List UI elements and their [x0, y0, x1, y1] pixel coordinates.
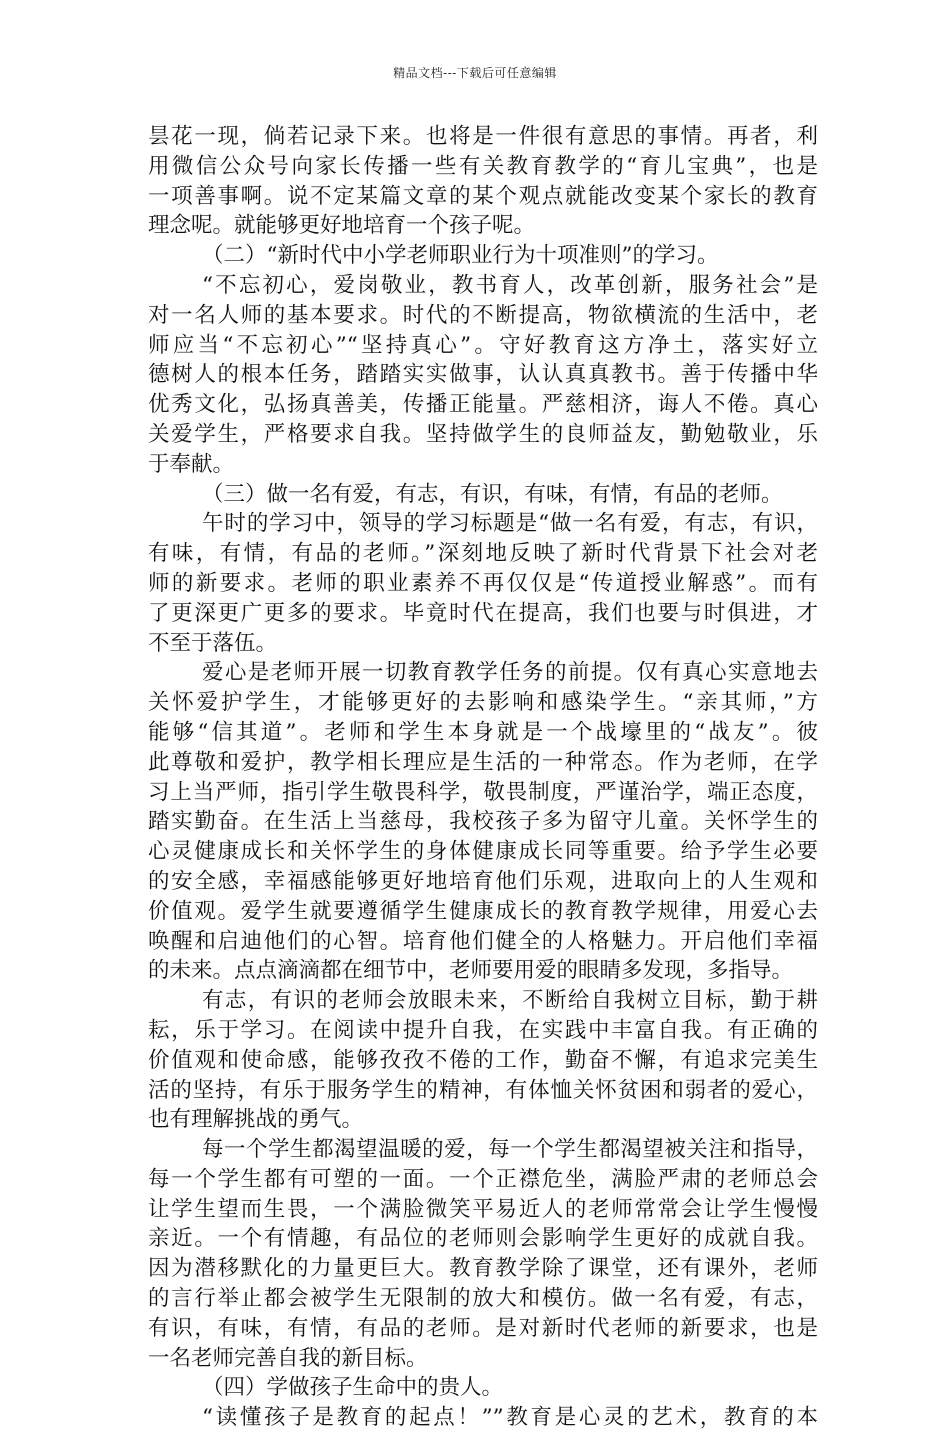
text-line: 师的新要求。老师的职业素养不再仅仅是“传道授业解惑”。而有: [148, 570, 818, 596]
text-line: 有志，有识的老师会放眼未来，不断给自我树立目标，勤于耕: [202, 988, 818, 1014]
text-line: 一项善事啊。说不定某篇文章的某个观点就能改变某个家长的教育: [148, 183, 818, 209]
text-line: 活的坚持，有乐于服务学生的精神，有体恤关怀贫困和弱者的爱心，: [148, 1077, 818, 1103]
text-line: 理念呢。就能够更好地培育一个孩子呢。: [148, 213, 536, 239]
text-line: 昙花一现，倘若记录下来。也将是一件很有意思的事情。再者，利: [148, 124, 818, 149]
text-line: 亲近。一个有情趣，有品位的老师则会影响学生更好的成就自我。: [148, 1226, 818, 1252]
text-line: 有识，有味，有情，有品的老师。是对新时代老师的新要求，也是: [148, 1315, 818, 1341]
text-line: 唤醒和启迪他们的心智。培育他们健全的人格魅力。开启他们幸福: [148, 928, 818, 954]
text-line: 用微信公众号向家长传播一些有关教育教学的“育儿宝典”，也是: [148, 153, 818, 179]
text-line: 习上当严师，指引学生敬畏科学，敬畏制度，严谨治学，端正态度，: [148, 779, 818, 805]
text-line: 的未来。点点滴滴都在细节中，老师要用爱的眼睛多发现，多指导。: [148, 958, 794, 984]
text-line: 对一名人师的基本要求。时代的不断提高，物欲横流的生活中，老: [148, 302, 818, 328]
text-line: 此尊敬和爱护，教学相长理应是生活的一种常态。作为老师，在学: [148, 749, 818, 775]
text-line: 心灵健康成长和关怀学生的身体健康成长同等重要。给予学生必要: [148, 839, 818, 865]
text-line: 了更深更广更多的要求。毕竟时代在提高，我们也要与时俱进，才: [148, 600, 818, 626]
text-line: 一名老师完善自我的新目标。: [148, 1345, 428, 1371]
text-line: 不至于落伍。: [148, 630, 278, 656]
text-line: 关爱学生，严格要求自我。坚持做学生的良师益友，勤勉敬业，乐: [148, 421, 818, 447]
text-line: 的言行举止都会被学生无限制的放大和模仿。做一名有爱，有志，: [148, 1286, 818, 1312]
text-line: “读懂孩子是教育的起点！””教育是心灵的艺术，教育的本: [202, 1405, 818, 1431]
text-line: “不忘初心，爱岗敬业，教书育人，改革创新，服务社会”是: [202, 272, 818, 298]
text-line: （二）“新时代中小学老师职业行为十项准则”的学习。: [202, 243, 719, 269]
page-header: 精品文档---下载后可任意编辑: [393, 66, 557, 80]
text-line: 爱心是老师开展一切教育教学任务的前提。仅有真心实意地去: [202, 660, 818, 686]
text-line: 每一个学生都有可塑的一面。一个正襟危坐，满脸严肃的老师总会: [148, 1166, 818, 1192]
text-line: 能够“信其道”。老师和学生本身就是一个战壕里的“战友”。彼: [148, 719, 818, 745]
text-line: 午时的学习中，领导的学习标题是“做一名有爱，有志，有识，: [202, 511, 818, 537]
text-line: 因为潜移默化的力量更巨大。教育教学除了课堂，还有课外，老师: [148, 1256, 818, 1282]
text-line: 踏实勤奋。在生活上当慈母，我校孩子多为留守儿童。关怀学生的: [148, 809, 818, 835]
text-line: 价值观。爱学生就要遵循学生健康成长的教育教学规律，用爱心去: [148, 898, 818, 924]
text-line: 优秀文化，弘扬真善美，传播正能量。严慈相济，诲人不倦。真心: [148, 392, 818, 418]
text-line: 让学生望而生畏，一个满脸微笑平易近人的老师常常会让学生慢慢: [148, 1196, 818, 1222]
text-line: 的安全感，幸福感能够更好地培育他们乐观，进取向上的人生观和: [148, 868, 818, 894]
document-body: [148, 122, 818, 1433]
text-line: 每一个学生都渴望温暖的爱，每一个学生都渴望被关注和指导，: [202, 1137, 818, 1163]
text-line: 师应当“不忘初心”“坚持真心”。守好教育这方净土，落实好立: [148, 332, 818, 358]
text-line: （四）学做孩子生命中的贵人。: [202, 1375, 504, 1401]
text-line: 耘，乐于学习。在阅读中提升自我，在实践中丰富自我。有正确的: [148, 1017, 818, 1043]
text-line: 价值观和使命感，能够孜孜不倦的工作，勤奋不懈，有追求完美生: [148, 1047, 818, 1073]
text-line: 也有理解挑战的勇气。: [148, 1107, 364, 1133]
text-line: 德树人的根本任务，踏踏实实做事，认认真真教书。善于传播中华: [148, 362, 818, 388]
text-line: 于奉献。: [148, 451, 235, 477]
text-line: （三）做一名有爱，有志，有识，有味，有情，有品的老师。: [202, 481, 783, 507]
text-line: 关怀爱护学生，才能够更好的去影响和感染学生。“亲其师，”方: [148, 690, 818, 716]
text-line: 有味，有情，有品的老师。”深刻地反映了新时代背景下社会对老: [148, 541, 818, 567]
